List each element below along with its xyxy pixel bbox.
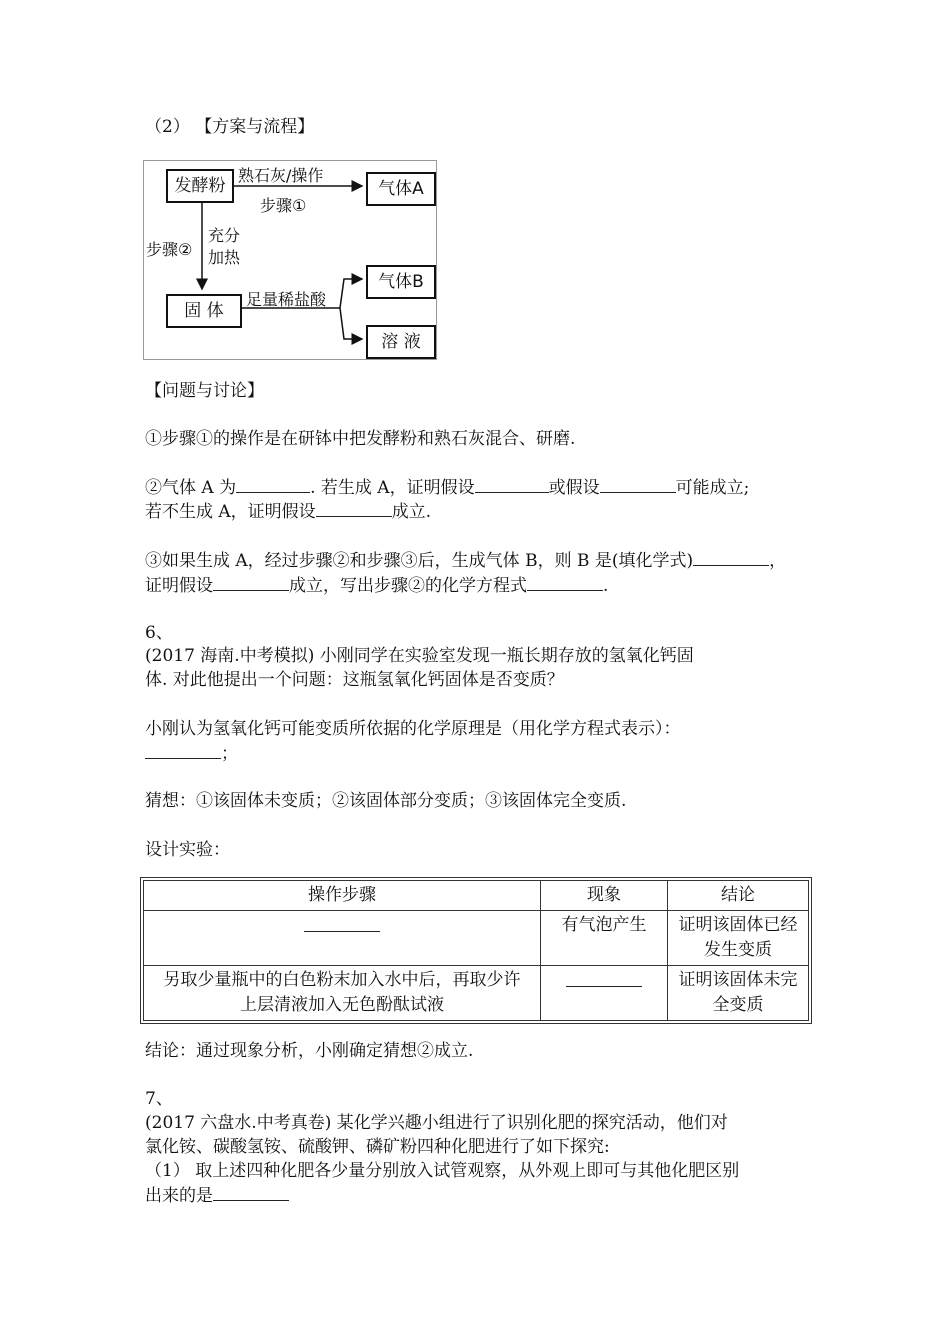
q3-text-c: 证明假设 bbox=[145, 576, 213, 596]
answer-blank[interactable] bbox=[566, 970, 642, 987]
label-step1: 步骤① bbox=[260, 196, 307, 215]
box-solid: 固 体 bbox=[166, 294, 242, 328]
cell-text: 全变质 bbox=[712, 995, 764, 1015]
cell-step bbox=[144, 966, 541, 1021]
q2-text-d: 可能成立; bbox=[675, 478, 750, 498]
q3-text-b: ， bbox=[769, 551, 787, 571]
discussion-title: 【问题与讨论】 bbox=[145, 381, 264, 401]
cell-conclusion bbox=[668, 911, 809, 966]
cell-text: 另取少量瓶中的白色粉末加入水中后，再取少许 bbox=[163, 970, 521, 990]
answer-blank[interactable] bbox=[316, 500, 392, 517]
table-header-row bbox=[144, 881, 809, 911]
answer-blank[interactable] bbox=[600, 476, 676, 493]
answer-blank[interactable] bbox=[213, 574, 289, 591]
q3-text-a: ③如果生成 A，经过步骤②和步骤③后，生成气体 B，则 B 是(填化学式) bbox=[145, 551, 694, 571]
experiment-table bbox=[143, 880, 809, 1021]
q6-line-1: (2017 海南.中考模拟) 小刚同学在实验室发现一瓶长期存放的氢氧化钙固 bbox=[145, 646, 694, 666]
cell-phenomenon: 有气泡产生 bbox=[541, 911, 668, 966]
answer-blank[interactable] bbox=[475, 476, 549, 493]
answer-blank[interactable] bbox=[693, 549, 769, 566]
q2-text-a: ②气体 A 为 bbox=[145, 478, 237, 498]
question-3-line-1 bbox=[145, 549, 786, 572]
arrow-to-gasB bbox=[340, 279, 362, 308]
q6-line-4-end: ； bbox=[221, 744, 238, 764]
cell-text: 证明该固体未完 bbox=[678, 970, 798, 990]
cell-phenomenon bbox=[541, 966, 668, 1021]
answer-blank[interactable] bbox=[145, 742, 221, 759]
label-heat-1: 充分 bbox=[208, 226, 241, 245]
cell-conclusion bbox=[668, 966, 809, 1021]
q2-text-b: . 若生成 A，证明假设 bbox=[310, 478, 475, 498]
label-acid: 足量稀盐酸 bbox=[246, 290, 327, 309]
box-gasA: 气体A bbox=[366, 172, 436, 206]
answer-blank[interactable] bbox=[304, 915, 380, 932]
cell-text: 发生变质 bbox=[704, 940, 772, 960]
q3-text-d: 成立，写出步骤②的化学方程式 bbox=[289, 576, 527, 596]
q7-number: 7、 bbox=[145, 1089, 173, 1109]
q7-line-2: 氯化铵、碳酸氢铵、硫酸钾、磷矿粉四种化肥进行了如下探究: bbox=[145, 1137, 610, 1157]
question-1: ①步骤①的操作是在研钵中把发酵粉和熟石灰混合、研磨. bbox=[145, 429, 576, 449]
arrow-to-solution bbox=[340, 308, 362, 339]
header-conclusion: 结论 bbox=[668, 881, 809, 911]
q6-design: 设计实验： bbox=[145, 840, 230, 860]
q7-line-1: (2017 六盘水.中考真卷) 某化学兴趣小组进行了识别化肥的探究活动，他们对 bbox=[145, 1113, 728, 1133]
q7-line-3: （1） 取上述四种化肥各少量分别放入试管观察，从外观上即可与其他化肥区别 bbox=[145, 1161, 740, 1181]
answer-blank[interactable] bbox=[527, 574, 603, 591]
q2-text-f: 成立. bbox=[391, 502, 432, 522]
label-heat-2: 加热 bbox=[208, 248, 241, 267]
q2-text-e: 若不生成 A，证明假设 bbox=[145, 502, 316, 522]
q6-number: 6、 bbox=[145, 623, 173, 643]
section-title: （2） 【方案与流程】 bbox=[145, 117, 315, 137]
q3-text-e: . bbox=[603, 576, 609, 596]
table-row bbox=[144, 966, 809, 1021]
table-row bbox=[144, 911, 809, 966]
q6-line-2: 体. 对此他提出一个问题：这瓶氢氧化钙固体是否变质？ bbox=[145, 670, 564, 690]
cell-step bbox=[144, 911, 541, 966]
question-2-line-2 bbox=[145, 500, 431, 523]
header-step: 操作步骤 bbox=[144, 881, 541, 911]
box-gasB: 气体B bbox=[366, 265, 436, 299]
box-solution: 溶 液 bbox=[366, 325, 436, 359]
box-powder: 发酵粉 bbox=[166, 169, 234, 203]
q2-text-c: 或假设 bbox=[548, 478, 600, 498]
label-lime: 熟石灰/操作 bbox=[238, 166, 324, 185]
flow-diagram bbox=[143, 160, 437, 360]
cell-text: 上层清液加入无色酚酞试液 bbox=[240, 995, 444, 1015]
q7-line-4 bbox=[145, 1184, 289, 1207]
q7-line-4-text: 出来的是 bbox=[145, 1186, 213, 1206]
q6-line-4 bbox=[145, 742, 238, 765]
question-2-line-1 bbox=[145, 476, 749, 499]
question-3-line-2 bbox=[145, 574, 608, 597]
q6-line-3: 小刚认为氢氧化钙可能变质所依据的化学原理是（用化学方程式表示）： bbox=[145, 719, 681, 739]
label-step2: 步骤② bbox=[146, 240, 193, 259]
header-phenomenon: 现象 bbox=[541, 881, 668, 911]
q6-conclusion: 结论：通过现象分析，小刚确定猜想②成立. bbox=[145, 1041, 474, 1061]
answer-blank[interactable] bbox=[213, 1184, 289, 1201]
answer-blank[interactable] bbox=[236, 476, 310, 493]
q6-guess: 猜想：①该固体未变质；②该固体部分变质；③该固体完全变质. bbox=[145, 791, 627, 811]
cell-text: 证明该固体已经 bbox=[678, 915, 798, 935]
